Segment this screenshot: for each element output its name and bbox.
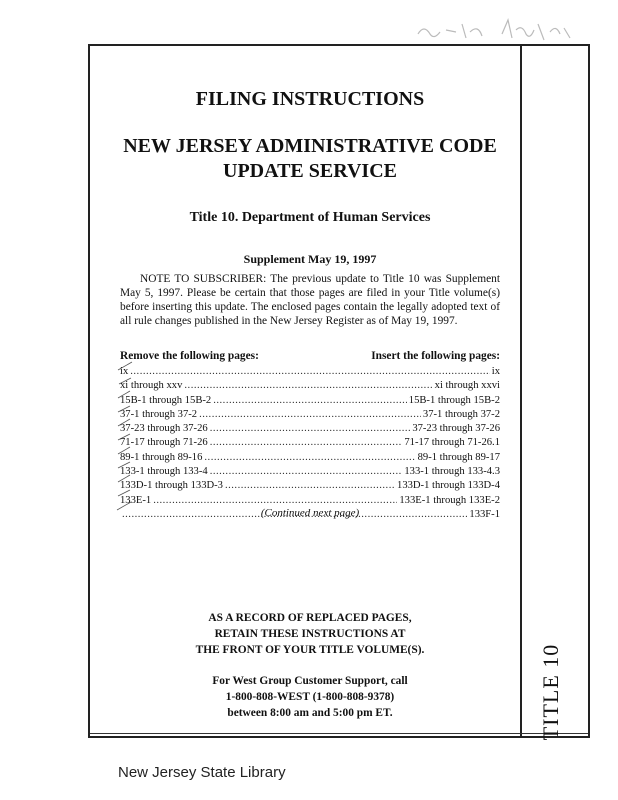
handwritten-annotation [410,14,580,48]
leader-dots [204,451,415,465]
remove-pages: 71-17 through 71-26 [120,437,208,449]
subscriber-note: NOTE TO SUBSCRIBER: The previous update to Title 10 was Supplement May 5, 1997. Please be certain that those pages are filed in your Title volume(s) before inserting this update. The enclosed pages contain the legally adopted text of all rule changes published in the New Jersey Register as of May 19, 1997. [120,273,500,327]
insert-pages: ix [491,366,500,377]
pages-table [120,365,500,522]
supplement-date: Supplement May 19, 1997 [243,252,377,266]
insert-pages: 37-1 through 37-2 [422,408,500,420]
remove-pages: 133D-1 through 133D-3 [120,480,223,492]
code-title-line2: UPDATE SERVICE [223,160,397,182]
library-stamp: New Jersey State Library [118,764,286,781]
continued-note: (Continued next page) [260,507,360,519]
table-row [120,394,500,408]
table-row [120,379,500,393]
code-title-line1: NEW JERSEY ADMINISTRATIVE CODE [123,135,497,157]
remove-pages: xi through xxv [120,380,183,392]
record-notice [120,610,500,658]
record-line: RETAIN THESE INSTRUCTIONS AT [214,628,406,640]
support-hours: between 8:00 am and 5:00 pm ET. [227,707,393,719]
insert-pages: 133E-1 through 133E-2 [399,494,500,506]
table-row [120,494,500,508]
leader-dots [199,408,421,422]
support-phone: 1-800-808-WEST (1-800-808-9378) [225,691,395,703]
leader-dots [153,494,397,508]
leader-dots [210,436,403,450]
record-line: AS A RECORD OF REPLACED PAGES, [208,612,412,624]
spine-tab [512,44,590,741]
filing-title: FILING INSTRUCTIONS [195,88,425,110]
support-line: For West Group Customer Support, call [212,675,408,687]
leader-dots [130,365,490,379]
record-line: THE FRONT OF YOUR TITLE VOLUME(S). [195,644,425,656]
insert-pages: 89-1 through 89-17 [417,451,500,463]
table-row [120,436,500,450]
remove-header: Remove the following pages: [120,350,259,362]
table-row [120,465,500,479]
table-row [120,365,500,379]
remove-pages: 133-1 through 133-4 [120,466,208,478]
remove-pages: 133E-1 [120,494,152,506]
insert-pages: 133-1 through 133-4.3 [404,466,500,478]
table-row [120,479,500,493]
customer-support [120,673,500,721]
insert-header: Insert the following pages: [371,350,500,362]
remove-pages: 37-1 through 37-2 [120,408,198,420]
leader-dots [225,479,395,493]
insert-pages: xi through xxvi [434,380,500,392]
remove-pages: 15B-1 through 15B-2 [120,394,212,406]
table-row [120,451,500,465]
leader-dots [184,379,432,393]
remove-pages: 37-23 through 37-26 [120,423,208,435]
insert-pages: 71-17 through 71-26.1 [404,437,500,449]
insert-pages: 133D-1 through 133D-4 [397,480,500,492]
leader-dots [210,422,411,436]
table-row [120,422,500,436]
leader-dots [213,394,407,408]
spine-title: TITLE 10 [538,643,563,741]
title-line: Title 10. Department of Human Services [189,210,431,225]
leader-dots [210,465,403,479]
remove-pages: ix [120,366,129,377]
insert-pages: 37-23 through 37-26 [412,423,500,435]
table-row [120,408,500,422]
remove-pages: 89-1 through 89-16 [120,451,203,463]
insert-pages: 15B-1 through 15B-2 [408,394,500,406]
insert-pages: 133F-1 [469,508,500,520]
